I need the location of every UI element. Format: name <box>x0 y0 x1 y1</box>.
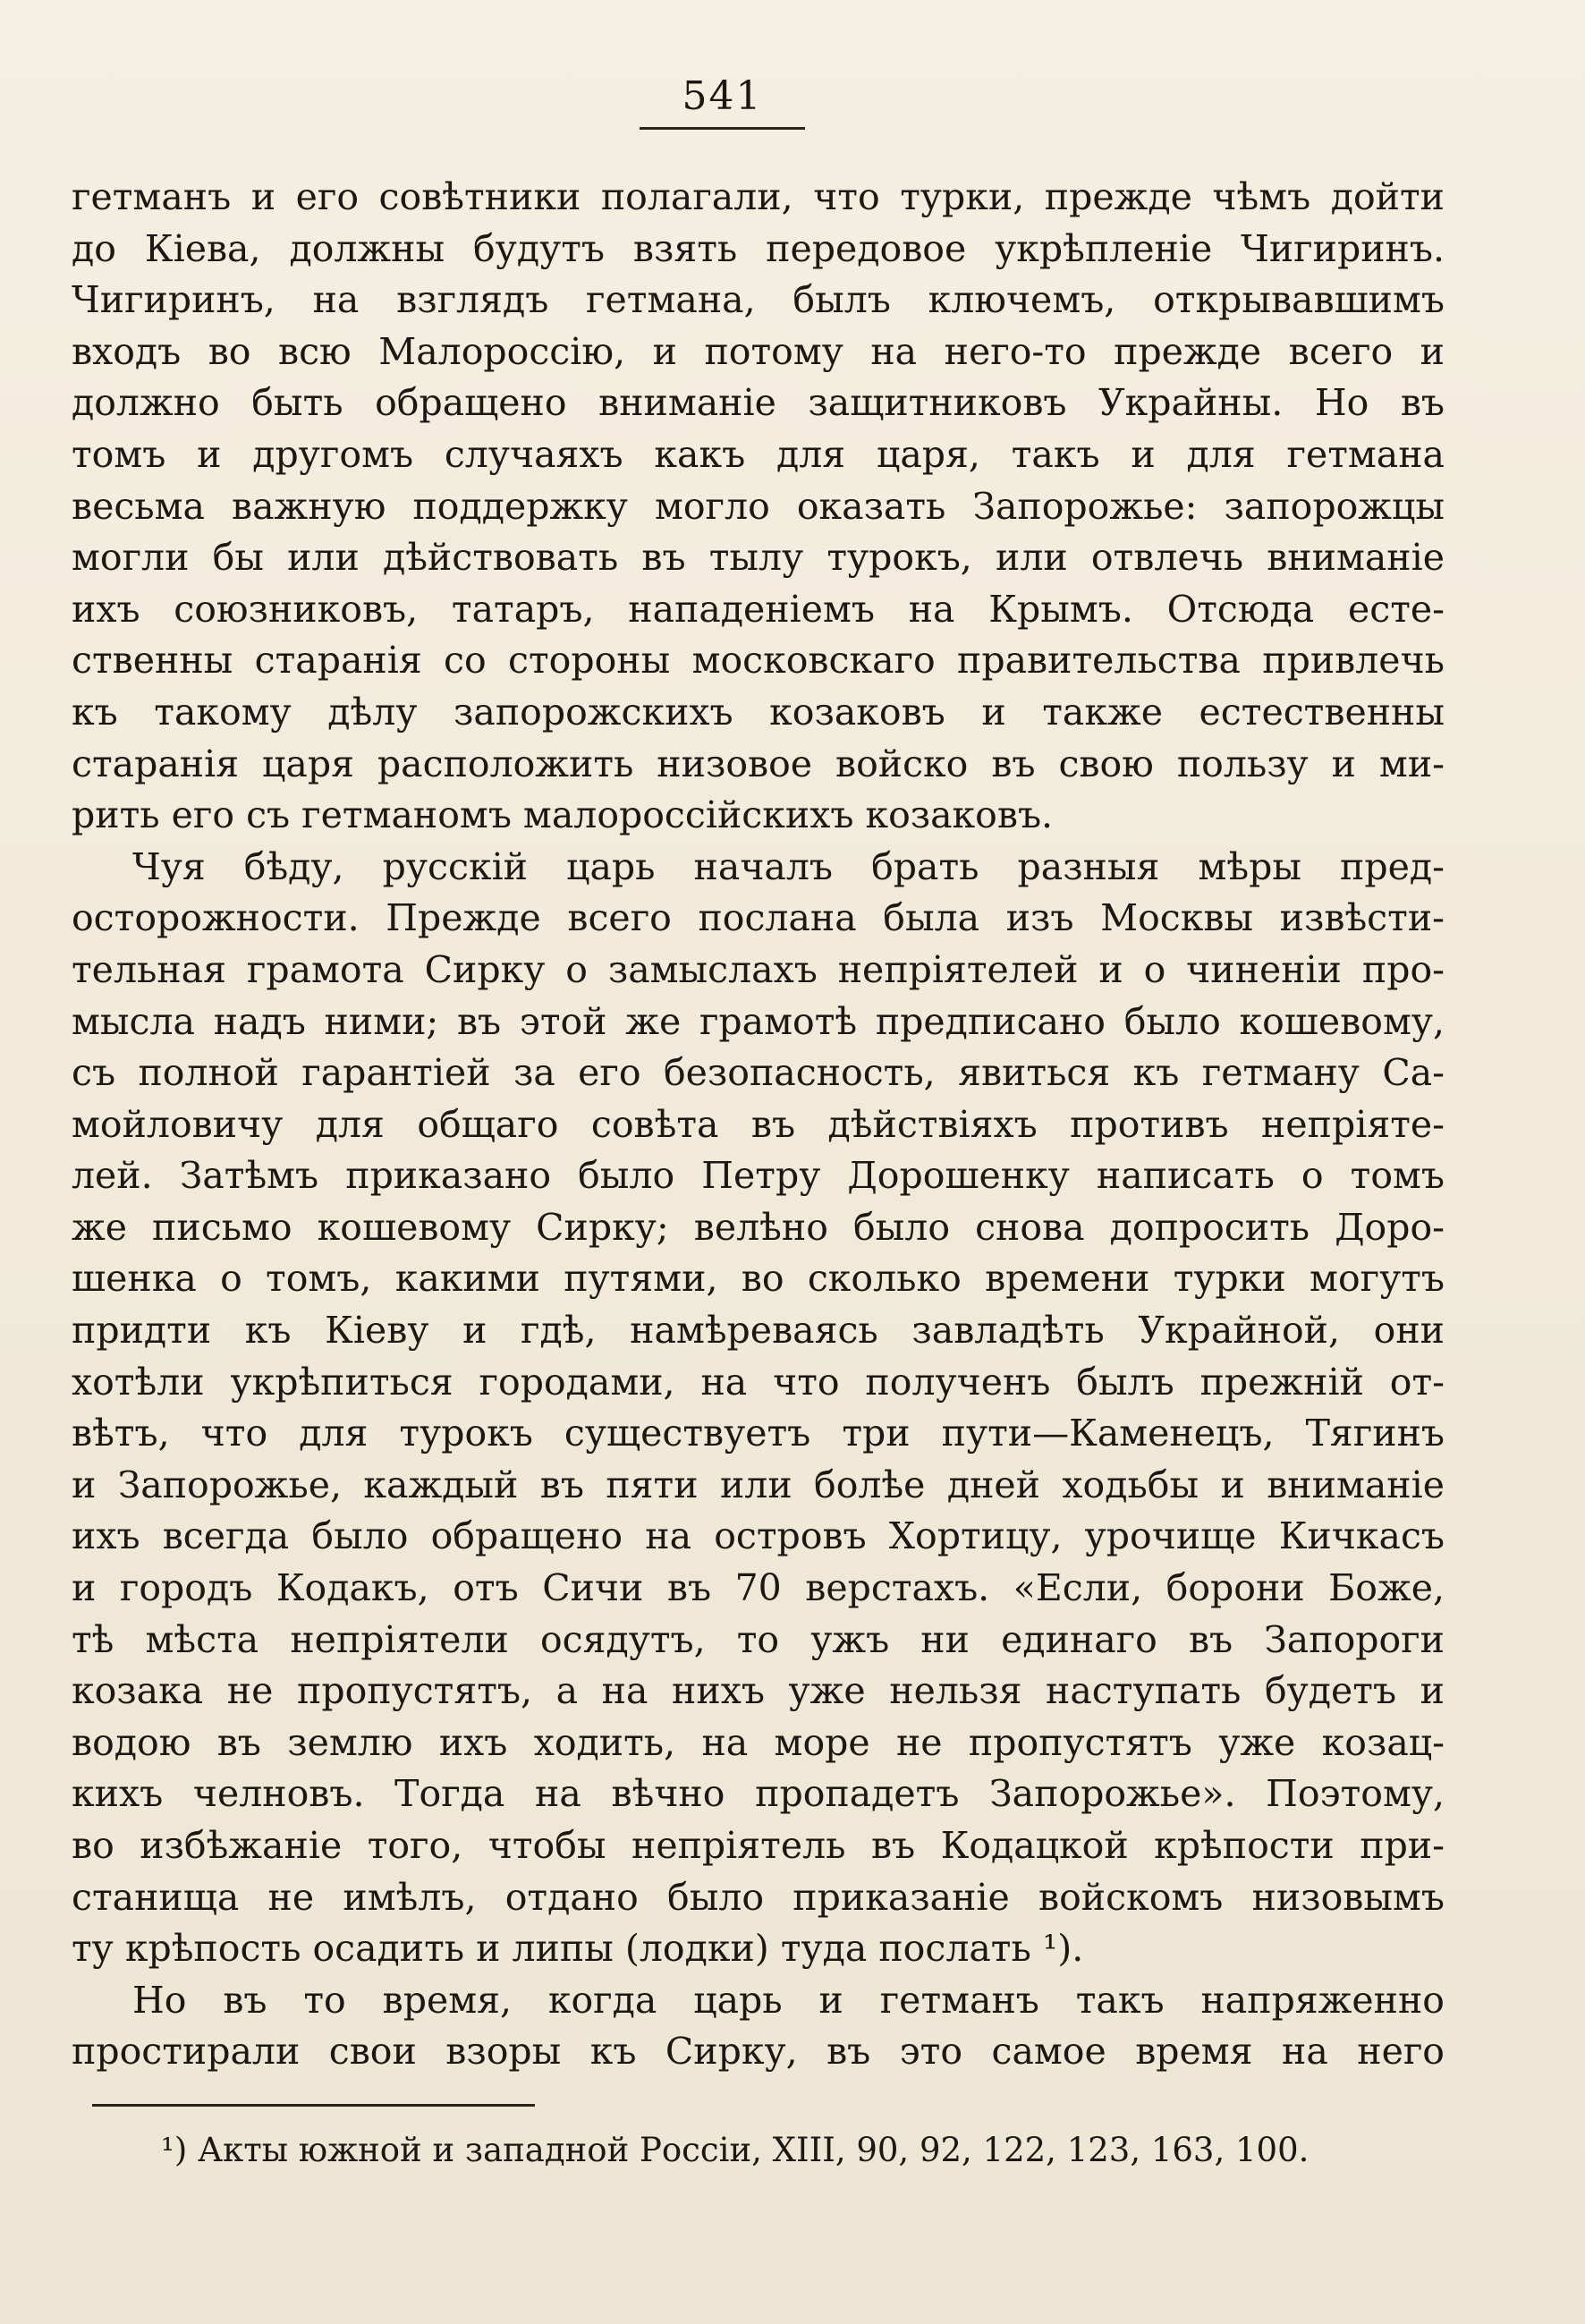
text-line: до Кіева, должны будутъ взять передовое укрѣпленіе Чигиринъ. <box>72 226 1445 270</box>
text-line: во избѣжаніе того, чтобы непріятель въ Кодацкой крѣпости при- <box>72 1824 1445 1867</box>
text-line: ихъ всегда было обращено на островъ Хортицу, урочище Кичкасъ <box>72 1514 1445 1558</box>
footnote-marker: ¹) <box>161 2131 188 2169</box>
paragraph <box>72 842 1445 1975</box>
text-line: мысла надъ ними; въ этой же грамотѣ предписано было кошевому, <box>72 999 1445 1043</box>
text-line: рить его съ гетманомъ малороссійскихъ козаковъ. <box>72 793 1054 837</box>
text-line: шенка о томъ, какими путями, во сколько времени турки могутъ <box>72 1257 1445 1301</box>
footnote-text: Акты южной и западной Россіи, XIII, 90, 92, 122, 123, 163, 100. <box>198 2131 1310 2169</box>
text-line: станища не имѣлъ, отдано было приказаніе войскомъ низовымъ <box>72 1875 1445 1919</box>
footnote <box>161 2125 1413 2176</box>
text-line: ственны старанія со стороны московскаго правительства привлечь <box>72 639 1445 683</box>
text-line: Чуя бѣду, русскій царь началъ брать разныя мѣры пред- <box>132 844 1445 888</box>
text-line: вѣтъ, что для турокъ существуетъ три пути—Каменецъ, Тягинъ <box>72 1412 1445 1455</box>
text-line: хотѣли укрѣпиться городами, на что полученъ былъ прежній от- <box>72 1360 1445 1404</box>
text-line: ихъ союзниковъ, татаръ, нападеніемъ на Крымъ. Отсюда есте- <box>72 587 1445 631</box>
text-line: же письмо кошевому Сирку; велѣно было снова допросить Доро- <box>72 1205 1445 1249</box>
text-line: старанія царя расположить низовое войско въ свою пользу и ми- <box>72 742 1445 785</box>
text-line: лей. Затѣмъ приказано было Петру Дорошенку написать о томъ <box>72 1154 1445 1198</box>
paragraph <box>72 1975 1445 2078</box>
header-rule <box>640 127 805 130</box>
text-line: могли бы или дѣйствовать въ тылу турокъ, или отвлечь вниманіе <box>72 536 1445 580</box>
text-line: придти къ Кіеву и гдѣ, намѣреваясь завладѣть Украйной, они <box>72 1309 1445 1353</box>
text-line: тѣ мѣста непріятели осядутъ, то ужъ ни единаго въ Запороги <box>72 1617 1445 1661</box>
text-line: козака не пропустятъ, а на нихъ уже нельзя наступать будетъ и <box>72 1669 1445 1713</box>
text-line: къ такому дѣлу запорожскихъ козаковъ и также естественны <box>72 690 1445 734</box>
text-line: ту крѣпость осадить и липы (лодки) туда послать ¹). <box>72 1927 1084 1971</box>
paragraph <box>72 172 1445 842</box>
text-line: входъ во всю Малороссію, и потому на него-то прежде всего и <box>72 329 1445 373</box>
text-line: весьма важную поддержку могло оказать Запорожье: запорожцы <box>72 484 1445 528</box>
text-line: Но въ то время, когда царь и гетманъ такъ напряженно <box>132 1978 1445 2022</box>
text-line: кихъ челновъ. Тогда на вѣчно пропадетъ Запорожье». Поэтому, <box>72 1772 1445 1816</box>
text-line: и городъ Кодакъ, отъ Сичи въ 70 верстахъ. «Если, борони Боже, <box>72 1566 1445 1610</box>
text-line: осторожности. Прежде всего послана была изъ Москвы извѣсти- <box>72 896 1445 940</box>
body-text <box>72 172 1445 2078</box>
text-line: водою въ землю ихъ ходить, на море не пропустятъ уже козац- <box>72 1720 1445 1764</box>
text-line: простирали свои взоры къ Сирку, въ это самое время на него <box>72 2030 1445 2074</box>
text-line: мойловичу для общаго совѣта въ дѣйствіяхъ противъ непріяте- <box>72 1102 1445 1146</box>
text-line: и Запорожье, каждый въ пяти или болѣе дней ходьбы и вниманіе <box>72 1463 1445 1506</box>
text-line: тельная грамота Сирку о замыслахъ непріятелей и о чиненіи про- <box>72 947 1445 991</box>
text-line: томъ и другомъ случаяхъ какъ для царя, такъ и для гетмана <box>72 432 1445 476</box>
text-line: Чигиринъ, на взглядъ гетмана, былъ ключемъ, открывавшимъ <box>72 278 1445 322</box>
text-line: съ полной гарантіей за его безопасность, явиться къ гетману Са- <box>72 1051 1445 1095</box>
text-line: должно быть обращено вниманіе защитниковъ Украйны. Но въ <box>72 381 1445 425</box>
footnote-rule <box>92 2104 535 2107</box>
text-line: гетманъ и его совѣтники полагали, что турки, прежде чѣмъ дойти <box>72 175 1445 218</box>
page-number: 541 <box>682 73 763 119</box>
